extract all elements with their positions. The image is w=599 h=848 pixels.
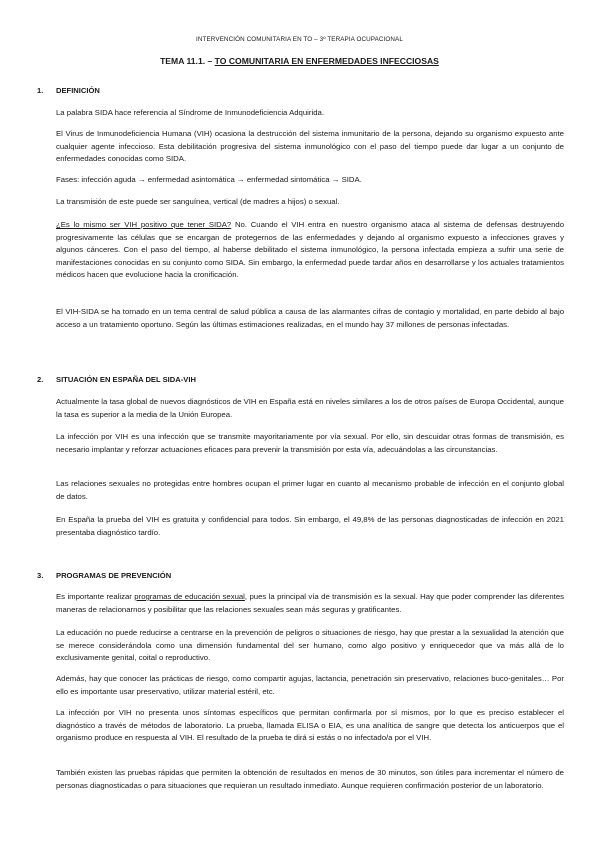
paragraph: Además, hay que conocer las prácticas de riesgo, como compartir agujas, lactancia, penetración sin preservativo, relaciones buco-genitales… Por ello es importante usar preservativo, utilizar material estéril, etc.	[56, 674, 564, 696]
paragraph: La infección por VIH no presenta unos síntomas específicos que permitan confirmarla por sí mismos, por lo que es preciso establecer el diagnóstico a través de métodos de laboratorio. La prueba, llamada ELISA o EIA, es una analítica de sangre que detecta los anticuerpos que el organismo produce en respuesta al VIH. El resultado de la prueba te dirá si estás o no infectado/a por el VIH.	[56, 708, 564, 742]
paragraph: El Virus de Inmunodeficiencia Humana (VIH) ocasiona la destrucción del sistema inmunitario de la persona, dejando su organismo expuesto ante cualquier agente infeccioso. Esta debilitación progresiva del sistema inmunológico con el paso del tiempo puede dar lugar a un conjunto de enfermedades conocidas como SIDA.	[56, 129, 564, 163]
paragraph: El VIH-SIDA se ha tornado en un tema central de salud pública a causa de las alarmantes cifras de contagio y mortalidad, en parte debido al bajo acceso a un tratamiento oportuno. Según las últimas estimaciones realizadas, en el mundo hay 37 millones de personas infectadas.	[56, 307, 564, 329]
paragraph: La educación no puede reducirse a centrarse en la prevención de peligros o situaciones de riesgo, hay que prestar a la sexualidad la atención que se merece considerándola como una dimensión fundamental del ser humano, como algo positivo y enriquecedor que va más allá de lo exclusivamente genital, coital o reproductivo.	[56, 628, 564, 662]
paragraph: También existen las pruebas rápidas que permiten la obtención de resultados en menos de 30 minutos, son útiles para incrementar el número de personas diagnosticadas o para situaciones que requieran un resultado inmediato. Aunque requieren confirmación posterior de un laboratorio.	[56, 768, 564, 790]
section-heading-definicion	[37, 86, 100, 95]
document-title	[0, 56, 599, 66]
paragraph	[56, 219, 564, 282]
title-prefix: TEMA 11.1. –	[160, 56, 215, 66]
emphasis-underlined: programas de educación sexual	[134, 592, 245, 601]
section-title: DEFINICIÓN	[56, 86, 100, 95]
section-number: 2.	[37, 375, 44, 384]
paragraph-text: Es importante realizar	[56, 592, 135, 601]
paragraph: La palabra SIDA hace referencia al Síndrome de Inmunodeficiencia Adquirida.	[56, 108, 324, 117]
paragraph-text: , pues la principal vía de transmisión es la sexual. Hay que poder comprender las diferentes maneras de relacionarnos y posibilitar que las relaciones sexuales sean más seguras y gratificantes.	[56, 592, 565, 614]
paragraph: Las relaciones sexuales no protegidas entre hombres ocupan el primer lugar en cuanto al mecanismo probable de infección en el conjunto global de datos.	[56, 479, 564, 501]
section-heading-situacion	[37, 375, 196, 384]
section-heading-programas	[37, 571, 171, 580]
paragraph: Fases: infección aguda → enfermedad asintomática → enfermedad sintomática → SIDA.	[56, 175, 362, 184]
paragraph: La infección por VIH es una infección que se transmite mayoritariamente por vía sexual. Por ello, sin descuidar otras formas de transmisión, es necesario implantar y reforzar actuaciones eficaces para prevenir la transmisión por esta vía, adecuándolas a las circunstancias.	[56, 432, 564, 454]
paragraph: Actualmente la tasa global de nuevos diagnósticos de VIH en España está en niveles similares a los de otros países de Europa Occidental, aunque la tasa es superior a la media de la Unión Europea.	[56, 397, 564, 419]
section-number: 1.	[37, 86, 44, 95]
paragraph	[56, 591, 564, 616]
title-underlined: TO COMUNITARIA EN ENFERMEDADES INFECCIOSAS	[214, 56, 439, 66]
paragraph: En España la prueba del VIH es gratuita y confidencial para todos. Sin embargo, el 49,8% de las personas diagnosticadas de infección en 2021 presentaba diagnóstico tardío.	[56, 515, 564, 537]
running-header: INTERVENCIÓN COMUNITARIA EN TO – 3º TERAPIA OCUPACIONAL	[196, 36, 403, 43]
question-underlined: ¿Es lo mismo ser VIH positivo que tener SIDA?	[56, 220, 232, 229]
section-title: PROGRAMAS DE PREVENCIÓN	[56, 571, 172, 580]
section-title: SITUACIÓN EN ESPAÑA DEL SIDA-VIH	[56, 375, 196, 384]
paragraph-text: No. Cuando el VIH entra en nuestro organismo ataca al sistema de defensas destruyendo progresivamente las células que se encargan de protegernos de las enfermedades y dejando al organismo expuesto a infecciones graves y algunos cánceres. Con el paso del tiempo, al haberse debilitado el sistema inmunológico, la persona infectada empieza a sufrir una serie de manifestaciones conocidas en su conjunto como SIDA. Sin embargo, la enfermedad puede tardar años en desarrollarse y los actuales tratamientos médicos hacen que evolucione hacia la cronificación.	[56, 220, 565, 279]
paragraph: La transmisión de este puede ser sanguínea, vertical (de madres a hijos) o sexual.	[56, 197, 340, 206]
section-number: 3.	[37, 571, 44, 580]
